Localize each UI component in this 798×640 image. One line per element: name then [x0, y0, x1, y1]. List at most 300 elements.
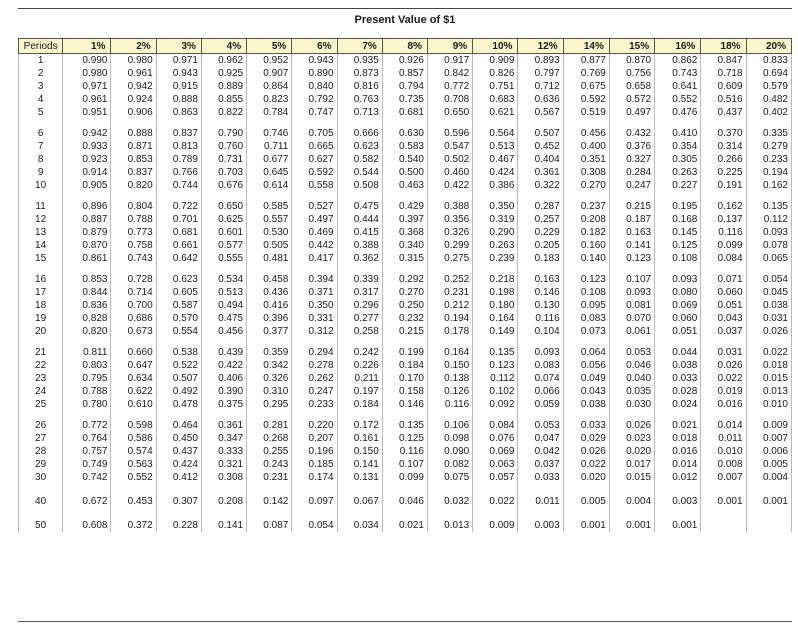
value-cell: 0.641 — [655, 80, 701, 93]
value-cell: 0.215 — [609, 200, 654, 213]
table-row — [19, 140, 792, 153]
value-cell: 0.442 — [292, 239, 337, 252]
spacer-cell — [63, 508, 111, 519]
spacer-cell — [518, 192, 563, 200]
value-cell: 0.935 — [337, 54, 382, 68]
value-cell: 0.534 — [201, 273, 246, 286]
rate-header: 1% — [63, 39, 111, 54]
value-cell: 0.053 — [609, 346, 654, 359]
spacer-cell — [63, 265, 111, 273]
value-cell: 0.016 — [701, 398, 746, 411]
value-cell: 0.907 — [247, 67, 292, 80]
value-cell: 0.686 — [111, 312, 156, 325]
period-cell: 22 — [19, 359, 63, 372]
value-cell: 0.268 — [247, 432, 292, 445]
value-cell: 0.277 — [337, 312, 382, 325]
value-cell: 0.030 — [609, 398, 654, 411]
value-cell: 0.743 — [111, 252, 156, 265]
period-cell: 23 — [19, 372, 63, 385]
spacer-cell — [63, 119, 111, 127]
value-cell: 0.623 — [156, 273, 201, 286]
value-cell: 0.422 — [201, 359, 246, 372]
value-cell: 0.713 — [337, 106, 382, 119]
value-cell: 0.432 — [609, 127, 654, 140]
value-cell: 0.763 — [337, 93, 382, 106]
spacer-cell — [518, 119, 563, 127]
period-cell: 15 — [19, 252, 63, 265]
value-cell: 0.450 — [156, 432, 201, 445]
value-cell: 0.370 — [701, 127, 746, 140]
value-cell: 0.388 — [337, 239, 382, 252]
value-cell: 0.458 — [247, 273, 292, 286]
value-cell: 0.836 — [63, 299, 111, 312]
spacer-cell — [473, 338, 518, 346]
value-cell: 0.909 — [473, 54, 518, 68]
value-cell: 0.315 — [382, 252, 427, 265]
spacer-cell — [63, 411, 111, 419]
value-cell: 0.326 — [247, 372, 292, 385]
value-cell: 0.060 — [701, 286, 746, 299]
value-cell: 0.586 — [111, 432, 156, 445]
value-cell: 0.026 — [746, 325, 791, 338]
value-cell: 0.022 — [473, 495, 518, 508]
value-cell: 0.925 — [201, 67, 246, 80]
spacer-cell — [63, 192, 111, 200]
value-cell: 0.980 — [111, 54, 156, 68]
value-cell: 0.162 — [701, 200, 746, 213]
value-cell: 0.464 — [156, 419, 201, 432]
value-cell: 0.140 — [563, 252, 609, 265]
value-cell: 0.492 — [156, 385, 201, 398]
spacer-cell — [609, 484, 654, 495]
value-cell: 0.150 — [427, 359, 472, 372]
value-cell: 0.239 — [473, 252, 518, 265]
period-cell: 4 — [19, 93, 63, 106]
value-cell: 0.275 — [427, 252, 472, 265]
value-cell: 0.837 — [111, 166, 156, 179]
table-row — [19, 458, 792, 471]
value-cell: 0.194 — [427, 312, 472, 325]
value-cell: 0.141 — [337, 458, 382, 471]
value-cell: 0.084 — [473, 419, 518, 432]
value-cell: 0.794 — [382, 80, 427, 93]
value-cell: 0.263 — [655, 166, 701, 179]
value-cell: 0.317 — [337, 286, 382, 299]
value-cell: 0.194 — [746, 166, 791, 179]
value-cell: 0.010 — [701, 445, 746, 458]
value-cell: 0.183 — [518, 252, 563, 265]
spacer-cell — [746, 338, 791, 346]
value-cell: 0.015 — [746, 372, 791, 385]
value-cell: 0.142 — [247, 495, 292, 508]
period-cell: 28 — [19, 445, 63, 458]
value-cell: 0.033 — [563, 419, 609, 432]
period-cell: 25 — [19, 398, 63, 411]
rate-header: 20% — [746, 39, 791, 54]
value-cell: 0.164 — [473, 312, 518, 325]
value-cell: 0.627 — [292, 153, 337, 166]
value-cell: 0.375 — [201, 398, 246, 411]
value-cell: 0.888 — [156, 93, 201, 106]
value-cell: 0.915 — [156, 80, 201, 93]
value-cell: 0.592 — [292, 166, 337, 179]
spacer-cell — [156, 508, 201, 519]
value-cell: 0.788 — [111, 213, 156, 226]
value-cell: 0.263 — [473, 239, 518, 252]
spacer-row — [19, 338, 792, 346]
value-cell: 0.243 — [247, 458, 292, 471]
value-cell: 0.362 — [337, 252, 382, 265]
value-cell: 0.015 — [609, 471, 654, 484]
rate-header: 7% — [337, 39, 382, 54]
value-cell: 0.163 — [518, 273, 563, 286]
value-cell: 0.519 — [563, 106, 609, 119]
value-cell: 0.513 — [473, 140, 518, 153]
table-row — [19, 93, 792, 106]
spacer-cell — [427, 192, 472, 200]
spacer-cell — [63, 484, 111, 495]
value-cell: 0.138 — [427, 372, 472, 385]
value-cell: 0.295 — [247, 398, 292, 411]
value-cell: 0.673 — [111, 325, 156, 338]
spacer-cell — [518, 484, 563, 495]
value-cell: 0.231 — [247, 471, 292, 484]
value-cell: 0.439 — [201, 346, 246, 359]
value-cell: 0.792 — [292, 93, 337, 106]
value-cell: 0.020 — [563, 471, 609, 484]
value-cell: 0.321 — [201, 458, 246, 471]
value-cell: 0.658 — [609, 80, 654, 93]
value-cell: 0.064 — [563, 346, 609, 359]
table-row — [19, 299, 792, 312]
value-cell: 0.642 — [156, 252, 201, 265]
value-cell: 0.516 — [701, 93, 746, 106]
value-cell: 0.022 — [701, 372, 746, 385]
table-row — [19, 179, 792, 192]
period-cell: 24 — [19, 385, 63, 398]
value-cell: 0.322 — [518, 179, 563, 192]
value-cell: 0.022 — [746, 346, 791, 359]
value-cell: 0.191 — [701, 179, 746, 192]
value-cell — [701, 519, 746, 532]
value-cell: 0.299 — [427, 239, 472, 252]
value-cell: 0.735 — [382, 93, 427, 106]
value-cell: 0.712 — [518, 80, 563, 93]
value-cell: 0.252 — [427, 273, 472, 286]
value-cell: 0.746 — [247, 127, 292, 140]
value-cell: 0.010 — [746, 398, 791, 411]
spacer-cell — [247, 192, 292, 200]
value-cell: 0.857 — [382, 67, 427, 80]
value-cell: 0.130 — [518, 299, 563, 312]
value-cell: 0.168 — [655, 213, 701, 226]
value-cell: 0.307 — [156, 495, 201, 508]
table-row — [19, 471, 792, 484]
spacer-cell — [655, 192, 701, 200]
value-cell: 0.577 — [201, 239, 246, 252]
value-cell: 0.361 — [201, 419, 246, 432]
value-cell: 0.760 — [201, 140, 246, 153]
spacer-cell — [655, 484, 701, 495]
value-cell: 0.350 — [473, 200, 518, 213]
table-row — [19, 200, 792, 213]
value-cell: 0.046 — [382, 495, 427, 508]
table-row — [19, 419, 792, 432]
spacer-cell — [337, 508, 382, 519]
value-cell: 0.795 — [63, 372, 111, 385]
value-cell: 0.456 — [563, 127, 609, 140]
table-row — [19, 67, 792, 80]
value-cell: 0.040 — [609, 372, 654, 385]
value-cell: 0.011 — [518, 495, 563, 508]
table-row — [19, 252, 792, 265]
value-cell: 0.924 — [111, 93, 156, 106]
value-cell: 0.237 — [563, 200, 609, 213]
value-cell: 0.494 — [201, 299, 246, 312]
value-cell: 0.005 — [746, 458, 791, 471]
value-cell: 0.650 — [201, 200, 246, 213]
value-cell: 0.703 — [201, 166, 246, 179]
value-cell: 0.388 — [427, 200, 472, 213]
value-cell: 0.024 — [655, 398, 701, 411]
value-cell: 0.063 — [473, 458, 518, 471]
value-cell: 0.811 — [63, 346, 111, 359]
value-cell: 0.247 — [292, 385, 337, 398]
spacer-cell — [746, 508, 791, 519]
value-cell: 0.672 — [63, 495, 111, 508]
value-cell: 0.813 — [156, 140, 201, 153]
value-cell: 0.452 — [518, 140, 563, 153]
value-cell: 0.033 — [655, 372, 701, 385]
value-cell: 0.636 — [518, 93, 563, 106]
value-cell: 0.714 — [111, 286, 156, 299]
value-cell: 0.797 — [518, 67, 563, 80]
value-cell: 0.677 — [247, 153, 292, 166]
value-cell: 0.844 — [63, 286, 111, 299]
value-cell: 0.083 — [563, 312, 609, 325]
value-cell: 0.023 — [609, 432, 654, 445]
header-row — [19, 39, 792, 54]
table-row — [19, 213, 792, 226]
value-cell: 0.681 — [382, 106, 427, 119]
table-row — [19, 495, 792, 508]
value-cell: 0.099 — [382, 471, 427, 484]
value-cell: 0.605 — [156, 286, 201, 299]
value-cell: 0.460 — [427, 166, 472, 179]
spacer-cell — [609, 508, 654, 519]
value-cell: 0.305 — [655, 153, 701, 166]
value-cell: 0.250 — [382, 299, 427, 312]
value-cell: 0.013 — [746, 385, 791, 398]
value-cell: 0.731 — [201, 153, 246, 166]
value-cell: 0.255 — [247, 445, 292, 458]
value-cell: 0.390 — [201, 385, 246, 398]
value-cell: 0.093 — [518, 346, 563, 359]
spacer-cell — [201, 508, 246, 519]
value-cell: 0.356 — [427, 213, 472, 226]
value-cell: 0.342 — [247, 359, 292, 372]
spacer-cell — [292, 119, 337, 127]
value-cell: 0.182 — [563, 226, 609, 239]
value-cell: 0.788 — [63, 385, 111, 398]
value-cell: 0.078 — [746, 239, 791, 252]
value-cell: 0.278 — [292, 359, 337, 372]
value-cell: 0.003 — [518, 519, 563, 532]
value-cell: 0.013 — [427, 519, 472, 532]
value-cell: 0.789 — [156, 153, 201, 166]
value-cell: 0.961 — [111, 67, 156, 80]
value-cell: 0.141 — [201, 519, 246, 532]
period-cell: 12 — [19, 213, 63, 226]
spacer-cell — [19, 508, 63, 519]
value-cell: 0.095 — [563, 299, 609, 312]
value-cell: 0.125 — [382, 432, 427, 445]
value-cell: 0.873 — [337, 67, 382, 80]
rate-header: 18% — [701, 39, 746, 54]
value-cell: 0.906 — [111, 106, 156, 119]
spacer-cell — [427, 484, 472, 495]
spacer-cell — [337, 192, 382, 200]
value-cell: 0.513 — [201, 286, 246, 299]
value-cell: 0.228 — [156, 519, 201, 532]
value-cell: 0.314 — [701, 140, 746, 153]
value-cell: 0.675 — [563, 80, 609, 93]
spacer-cell — [292, 265, 337, 273]
spacer-cell — [111, 265, 156, 273]
spacer-cell — [563, 484, 609, 495]
spacer-cell — [518, 508, 563, 519]
rate-header: 8% — [382, 39, 427, 54]
spacer-cell — [655, 265, 701, 273]
value-cell: 0.038 — [655, 359, 701, 372]
value-cell: 0.008 — [701, 458, 746, 471]
value-cell: 0.744 — [156, 179, 201, 192]
value-cell: 0.029 — [563, 432, 609, 445]
spacer-cell — [473, 484, 518, 495]
spacer-row — [19, 265, 792, 273]
spacer-cell — [337, 119, 382, 127]
value-cell: 0.044 — [655, 346, 701, 359]
value-cell: 0.502 — [427, 153, 472, 166]
value-cell: 0.051 — [701, 299, 746, 312]
value-cell: 0.764 — [63, 432, 111, 445]
value-cell: 0.145 — [655, 226, 701, 239]
value-cell: 0.828 — [63, 312, 111, 325]
value-cell: 0.877 — [563, 54, 609, 68]
spacer-cell — [655, 411, 701, 419]
spacer-cell — [473, 411, 518, 419]
rate-header: 2% — [111, 39, 156, 54]
value-cell: 0.018 — [655, 432, 701, 445]
value-cell: 0.444 — [337, 213, 382, 226]
period-cell: 1 — [19, 54, 63, 68]
value-cell: 0.820 — [111, 179, 156, 192]
table-row — [19, 519, 792, 532]
value-cell: 0.006 — [746, 445, 791, 458]
value-cell: 0.001 — [655, 519, 701, 532]
period-cell: 5 — [19, 106, 63, 119]
value-cell: 0.292 — [382, 273, 427, 286]
rate-header: 9% — [427, 39, 472, 54]
value-cell: 0.178 — [427, 325, 472, 338]
value-cell: 0.530 — [247, 226, 292, 239]
period-cell: 50 — [19, 519, 63, 532]
present-value-table — [18, 38, 792, 532]
spacer-cell — [111, 192, 156, 200]
period-cell: 40 — [19, 495, 63, 508]
value-cell: 0.069 — [655, 299, 701, 312]
value-cell: 0.879 — [63, 226, 111, 239]
value-cell: 0.126 — [427, 385, 472, 398]
period-cell: 30 — [19, 471, 63, 484]
value-cell: 0.718 — [701, 67, 746, 80]
value-cell: 0.917 — [427, 54, 472, 68]
value-cell: 0.683 — [473, 93, 518, 106]
pv-table-container — [18, 8, 792, 622]
period-cell: 27 — [19, 432, 63, 445]
value-cell: 0.587 — [156, 299, 201, 312]
value-cell: 0.054 — [292, 519, 337, 532]
value-cell: 0.990 — [63, 54, 111, 68]
value-cell: 0.475 — [201, 312, 246, 325]
value-cell: 0.061 — [609, 325, 654, 338]
period-cell: 6 — [19, 127, 63, 140]
value-cell — [746, 519, 791, 532]
value-cell: 0.033 — [518, 471, 563, 484]
value-cell: 0.080 — [655, 286, 701, 299]
table-row — [19, 385, 792, 398]
periods-header: Periods — [19, 39, 63, 54]
spacer-cell — [427, 338, 472, 346]
value-cell: 0.308 — [563, 166, 609, 179]
value-cell: 0.270 — [382, 286, 427, 299]
value-cell: 0.087 — [247, 519, 292, 532]
spacer-cell — [111, 484, 156, 495]
value-cell: 0.009 — [746, 419, 791, 432]
period-cell: 17 — [19, 286, 63, 299]
value-cell: 0.116 — [382, 445, 427, 458]
spacer-cell — [382, 484, 427, 495]
value-cell: 0.208 — [563, 213, 609, 226]
value-cell: 0.406 — [201, 372, 246, 385]
spacer-cell — [382, 508, 427, 519]
spacer-cell — [701, 484, 746, 495]
value-cell: 0.281 — [247, 419, 292, 432]
value-cell: 0.756 — [609, 67, 654, 80]
value-cell: 0.310 — [247, 385, 292, 398]
value-cell: 0.266 — [701, 153, 746, 166]
spacer-cell — [701, 508, 746, 519]
value-cell: 0.215 — [382, 325, 427, 338]
value-cell: 0.093 — [655, 273, 701, 286]
value-cell: 0.150 — [337, 445, 382, 458]
period-cell: 14 — [19, 239, 63, 252]
spacer-cell — [201, 484, 246, 495]
table-row — [19, 166, 792, 179]
value-cell: 0.681 — [156, 226, 201, 239]
value-cell: 0.665 — [292, 140, 337, 153]
value-cell: 0.339 — [337, 273, 382, 286]
value-cell: 0.749 — [63, 458, 111, 471]
value-cell: 0.026 — [563, 445, 609, 458]
value-cell: 0.135 — [382, 419, 427, 432]
value-cell: 0.066 — [518, 385, 563, 398]
value-cell: 0.207 — [292, 432, 337, 445]
table-row — [19, 445, 792, 458]
value-cell: 0.453 — [111, 495, 156, 508]
value-cell: 0.014 — [701, 419, 746, 432]
value-cell: 0.567 — [518, 106, 563, 119]
